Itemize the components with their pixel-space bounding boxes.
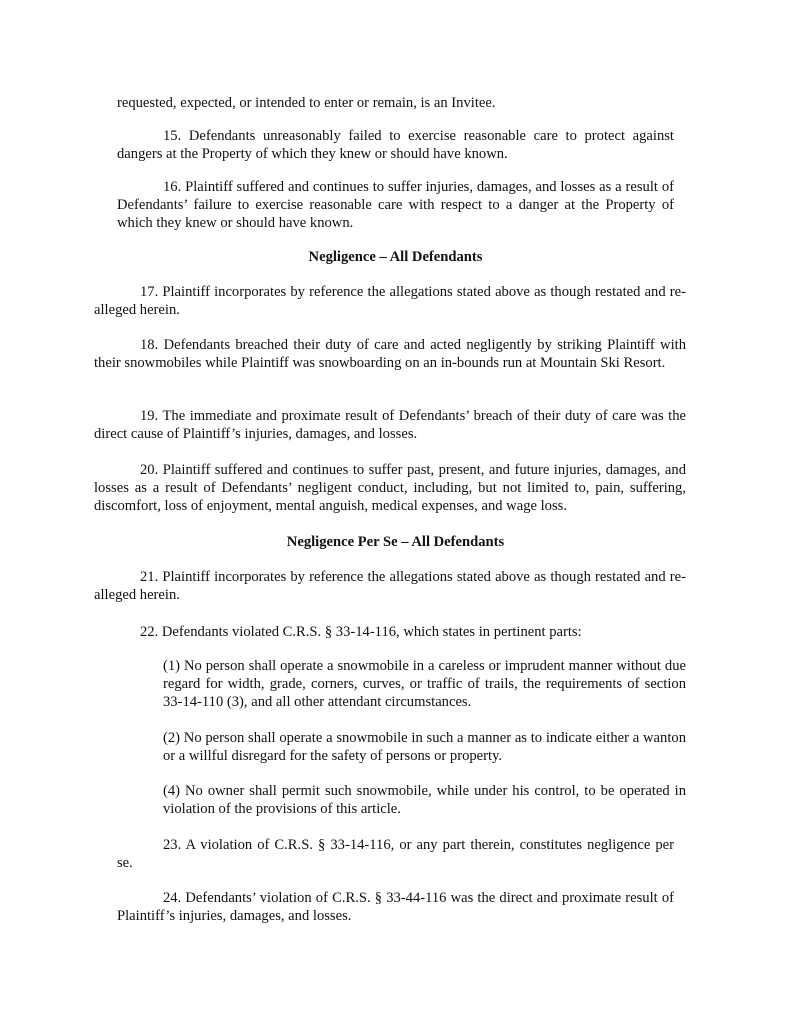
paragraph-20: 20. Plaintiff suffered and continues to suffer past, present, and future injuries, damages, and losses as a result of Defendants’ negligent conduct, including, but not limited to, pain, suffering, discomfort, loss of enjoyment, mental anguish, medical expenses, and wage loss. (94, 462, 686, 514)
heading-negligence-per-se: Negligence Per Se – All Defendants (286, 534, 505, 550)
paragraph-19: 19. The immediate and proximate result of Defendants’ breach of their duty of care was the direct cause of Plaintiff’s injuries, damages, and losses. (94, 408, 686, 442)
paragraph-23: 23. A violation of C.R.S. § 33-14-116, or any part therein, constitutes negligence per se. (117, 837, 674, 871)
paragraph-18: 18. Defendants breached their duty of care and acted negligently by striking Plaintiff with their snowmobiles while Plaintiff was snowboarding on an in-bounds run at Mountain Ski Resort. (94, 337, 686, 371)
paragraph-16: 16. Plaintiff suffered and continues to suffer injuries, damages, and losses as a result of Defendants’ failure to exercise reasonable care with respect to a danger at the Property of which they knew or should have known. (117, 179, 674, 231)
paragraph-21: 21. Plaintiff incorporates by reference the allegations stated above as though restated and re-alleged herein. (94, 569, 686, 603)
paragraph-15: 15. Defendants unreasonably failed to exercise reasonable care to protect against dangers at the Property of which they knew or should have known. (117, 128, 674, 162)
heading-negligence: Negligence – All Defendants (308, 249, 483, 265)
statute-quote-2: (2) No person shall operate a snowmobile in such a manner as to indicate either a wanton or a willful disregard for the safety of persons or property. (163, 730, 686, 764)
statute-quote-4: (4) No owner shall permit such snowmobile, while under his control, to be operated in violation of the provisions of this article. (163, 783, 686, 817)
paragraph-22: 22. Defendants violated C.R.S. § 33-14-116, which states in pertinent parts: (140, 624, 582, 640)
paragraph-17: 17. Plaintiff incorporates by reference the allegations stated above as though restated and re-alleged herein. (94, 284, 686, 318)
statute-quote-1: (1) No person shall operate a snowmobile in a careless or imprudent manner without due regard for width, grade, corners, curves, or traffic of trails, the requirements of section 33-14-110 (3), and all other attendant circumstances. (163, 658, 686, 710)
paragraph-14-continuation: requested, expected, or intended to enter or remain, is an Invitee. (117, 95, 496, 111)
paragraph-24: 24. Defendants’ violation of C.R.S. § 33-44-116 was the direct and proximate result of Plaintiff’s injuries, damages, and losses. (117, 890, 674, 924)
